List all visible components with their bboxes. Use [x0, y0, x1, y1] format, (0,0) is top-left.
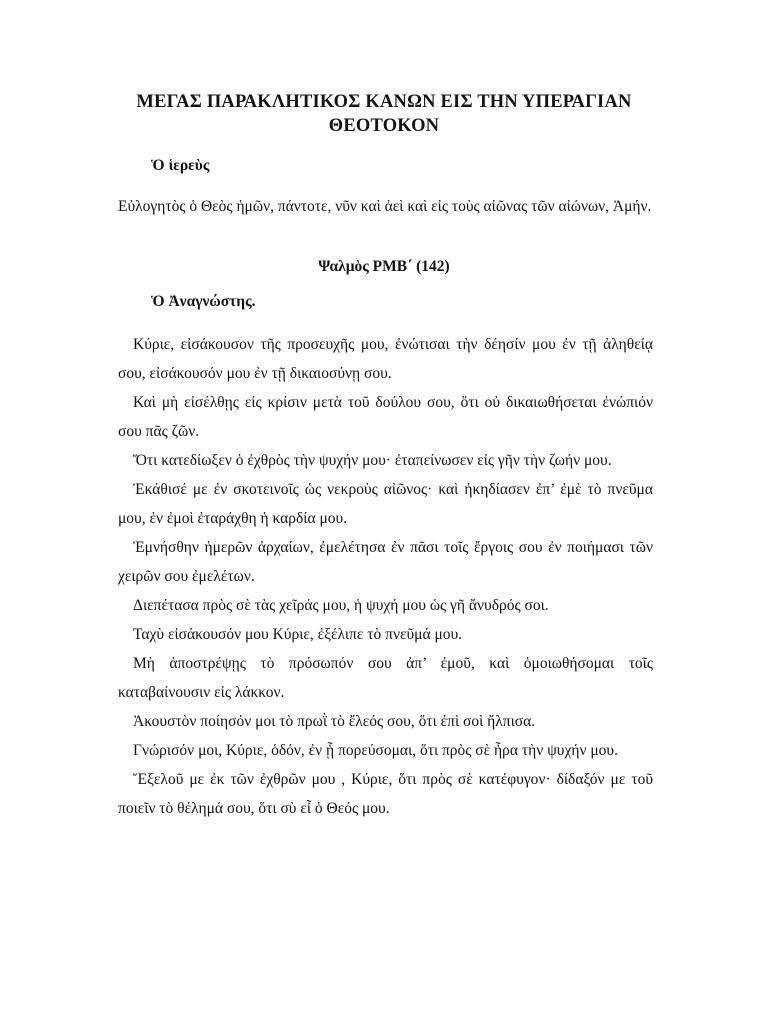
psalm-verses [118, 330, 653, 823]
verse: Κύριε, εἰσάκουσον τῆς προσευχῆς μου, ἐνώτισαι τὴν δέησίν μου ἐν τῇ ἀληθείᾳ σου, εἰσάκουσόν μου ἐν τῇ δικαιοσύνῃ σου. [118, 336, 653, 382]
verse: Ἐκάθισέ με ἐν σκοτεινοῖς ὡς νεκροὺς αἰῶνος· καὶ ἠκηδίασεν ἐπ’ ἐμὲ τὸ πνεῦμα μου, ἐν ἐμοὶ ἐταράχθη ἡ καρδία μου. [118, 481, 653, 527]
verse: Διεπέτασα πρὸς σὲ τὰς χεῖράς μου, ἡ ψυχή μου ὡς γῆ ἄνυδρός σοι. [133, 597, 549, 614]
document-title [100, 90, 668, 138]
verse: Ἀκουστὸν ποίησόν μοι τὸ πρωῒ τὸ ἔλεός σου, ὅτι ἐπὶ σοὶ ἤλπισα. [133, 713, 536, 730]
verse: Καὶ μὴ εἰσέλθῃς εἰς κρίσιν μετὰ τοῦ δούλου σου, ὅτι οὐ δικαιωθήσεται ἐνώπιόν σου πᾶς ζῶν. [118, 394, 653, 440]
verse: Μὴ ἀποστρέψῃς τὸ πρόσωπόν σου ἀπ’ ἐμοῦ, καὶ ὁμοιωθήσομαι τοῖς καταβαίνουσιν εἰς λάκκον. [118, 655, 653, 701]
reader-label: Ὁ Ἀναγνώστης. [151, 293, 256, 310]
psalm-heading: Ψαλμὸς ΡΜΒ΄ (142) [318, 258, 450, 275]
opening-blessing: Εὐλογητὸς ὁ Θεὸς ἡμῶν, πάντοτε, νῦν καὶ ἀεὶ καὶ εἰς τοὺς αἰῶνας τῶν αἰώνων, Ἀμήν. [118, 198, 652, 215]
title-line-1: ΜΕΓΑΣ ΠΑΡΑΚΛΗΤΙΚΟΣ ΚΑΝΩΝ ΕΙΣ ΤΗΝ ΥΠΕΡΑΓΙΑΝ [136, 92, 632, 112]
verse: Ταχὺ εἰσάκουσόν μου Κύριε, ἐξέλιπε τὸ πνεῦμά μου. [133, 626, 463, 643]
priest-label: Ὁ ἱερεὺς [151, 157, 210, 174]
verse: Ὅτι κατεδίωξεν ὁ ἐχθρὸς τὴν ψυχήν μου· ἐταπείνωσεν εἰς γῆν τὴν ζωήν μου. [133, 452, 612, 469]
title-line-2: ΘΕΟΤΟΚΟΝ [328, 116, 440, 136]
verse: Ἐμνήσθην ἡμερῶν ἀρχαίων, ἐμελέτησα ἐν πᾶσι τοῖς ἔργοις σου ἐν ποιήμασι τῶν χειρῶν σου ἐμελέτων. [118, 539, 653, 585]
verse: Ἔξελοῦ με ἐκ τῶν ἐχθρῶν μου , Κύριε, ὅτι πρὸς σὲ κατέφυγον· δίδαξόν με τοῦ ποιεῖν τὸ θέλημά σου, ὅτι σὺ εἶ ὁ Θεός μου. [118, 771, 653, 817]
verse: Γνώρισόν μοι, Κύριε, ὁδόν, ἐν ᾗ πορεύσομαι, ὅτι πρὸς σὲ ἦρα τὴν ψυχήν μου. [133, 742, 618, 759]
